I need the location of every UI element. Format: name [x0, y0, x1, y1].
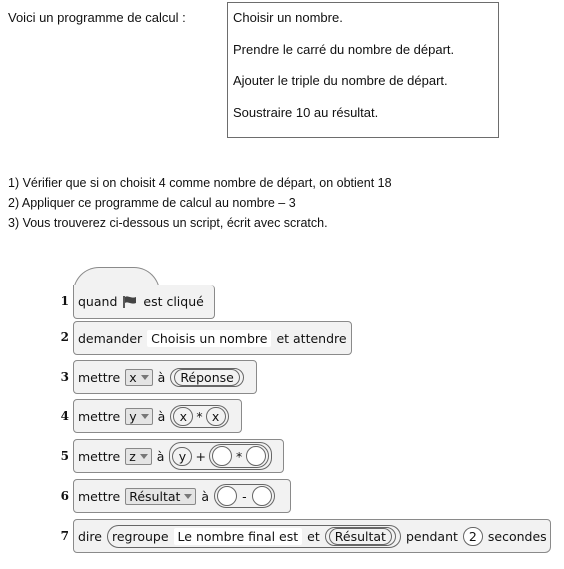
- green-flag-icon: [122, 295, 138, 309]
- ask-and-wait-block[interactable]: [73, 321, 352, 355]
- to-label: à: [157, 408, 166, 424]
- add-operator[interactable]: [169, 442, 272, 470]
- operator-sign: -: [242, 488, 247, 504]
- dropdown-arrow-icon: [140, 454, 148, 459]
- program-step: Soustraire 10 au résultat.: [233, 105, 379, 120]
- to-label: à: [157, 369, 166, 385]
- variable-name: y: [129, 408, 137, 424]
- dropdown-arrow-icon: [141, 375, 149, 380]
- question-item: 1) Vérifier que si on choisit 4 comme nombre de départ, on obtient 18: [8, 176, 392, 190]
- set-label: mettre: [78, 408, 121, 424]
- line-number: 4: [60, 409, 69, 423]
- resultat-reporter[interactable]: [325, 527, 396, 546]
- dropdown-arrow-icon: [184, 494, 192, 499]
- variable-dropdown[interactable]: [125, 488, 196, 505]
- line-number: 6: [60, 489, 69, 503]
- when-label: quand: [78, 294, 118, 309]
- variable-name: z: [129, 448, 136, 464]
- variable-name: x: [129, 369, 137, 385]
- say-label: dire: [78, 528, 102, 544]
- answer-reporter[interactable]: [170, 368, 244, 387]
- empty-slot[interactable]: [246, 446, 266, 466]
- program-step: Prendre le carré du nombre de départ.: [233, 42, 455, 57]
- empty-slot[interactable]: [217, 486, 237, 506]
- set-y-block[interactable]: [73, 399, 242, 433]
- variable-reporter[interactable]: x: [206, 407, 226, 426]
- multiply-operator[interactable]: [209, 444, 269, 468]
- seconds-label: secondes: [487, 528, 547, 544]
- intro-label: Voici un programme de calcul :: [8, 10, 186, 25]
- variable-dropdown[interactable]: [125, 448, 152, 465]
- program-step: Ajouter le triple du nombre de départ.: [233, 73, 448, 88]
- operator-sign: *: [196, 408, 203, 424]
- set-x-block[interactable]: [73, 360, 257, 394]
- set-z-block[interactable]: [73, 439, 284, 473]
- variable-reporter[interactable]: x: [173, 407, 193, 426]
- wait-label: et attendre: [276, 330, 347, 346]
- to-label: à: [156, 448, 165, 464]
- empty-slot[interactable]: [252, 486, 272, 506]
- clicked-label: est cliqué: [143, 294, 204, 309]
- ask-text-field[interactable]: Choisis un nombre: [147, 330, 271, 347]
- when-flag-clicked-block[interactable]: [73, 285, 215, 319]
- set-label: mettre: [78, 448, 121, 464]
- and-label: et: [307, 528, 320, 544]
- join-label: regroupe: [111, 528, 169, 544]
- variable-dropdown[interactable]: [125, 408, 152, 425]
- empty-slot[interactable]: [212, 446, 232, 466]
- program-step: Choisir un nombre.: [233, 10, 343, 25]
- line-number: 5: [60, 449, 69, 463]
- answer-reporter-label: Réponse: [174, 369, 240, 386]
- line-number: 2: [60, 330, 69, 344]
- join-text-field[interactable]: Le nombre final est: [174, 528, 303, 545]
- to-label: à: [201, 488, 210, 504]
- seconds-input[interactable]: 2: [463, 527, 483, 546]
- operator-sign: *: [235, 448, 243, 464]
- set-label: mettre: [78, 369, 121, 385]
- question-item: 2) Appliquer ce programme de calcul au nombre – 3: [8, 196, 296, 210]
- join-operator[interactable]: [107, 525, 401, 548]
- set-label: mettre: [78, 488, 121, 504]
- say-for-secs-block[interactable]: [73, 519, 551, 553]
- set-resultat-block[interactable]: [73, 479, 291, 513]
- variable-dropdown[interactable]: [125, 369, 152, 386]
- question-item: 3) Vous trouverez ci-dessous un script, écrit avec scratch.: [8, 216, 328, 230]
- line-number: 1: [60, 294, 69, 308]
- variable-reporter[interactable]: y: [172, 447, 192, 466]
- variable-name: Résultat: [129, 488, 181, 504]
- ask-label: demander: [78, 330, 143, 346]
- line-number: 7: [60, 529, 69, 543]
- line-number: 3: [60, 370, 69, 384]
- subtract-operator[interactable]: [214, 484, 275, 508]
- dropdown-arrow-icon: [141, 414, 149, 419]
- resultat-reporter-label: Résultat: [329, 528, 392, 545]
- for-label: pendant: [405, 528, 458, 544]
- multiply-operator[interactable]: [170, 405, 228, 428]
- operator-sign: +: [195, 448, 206, 464]
